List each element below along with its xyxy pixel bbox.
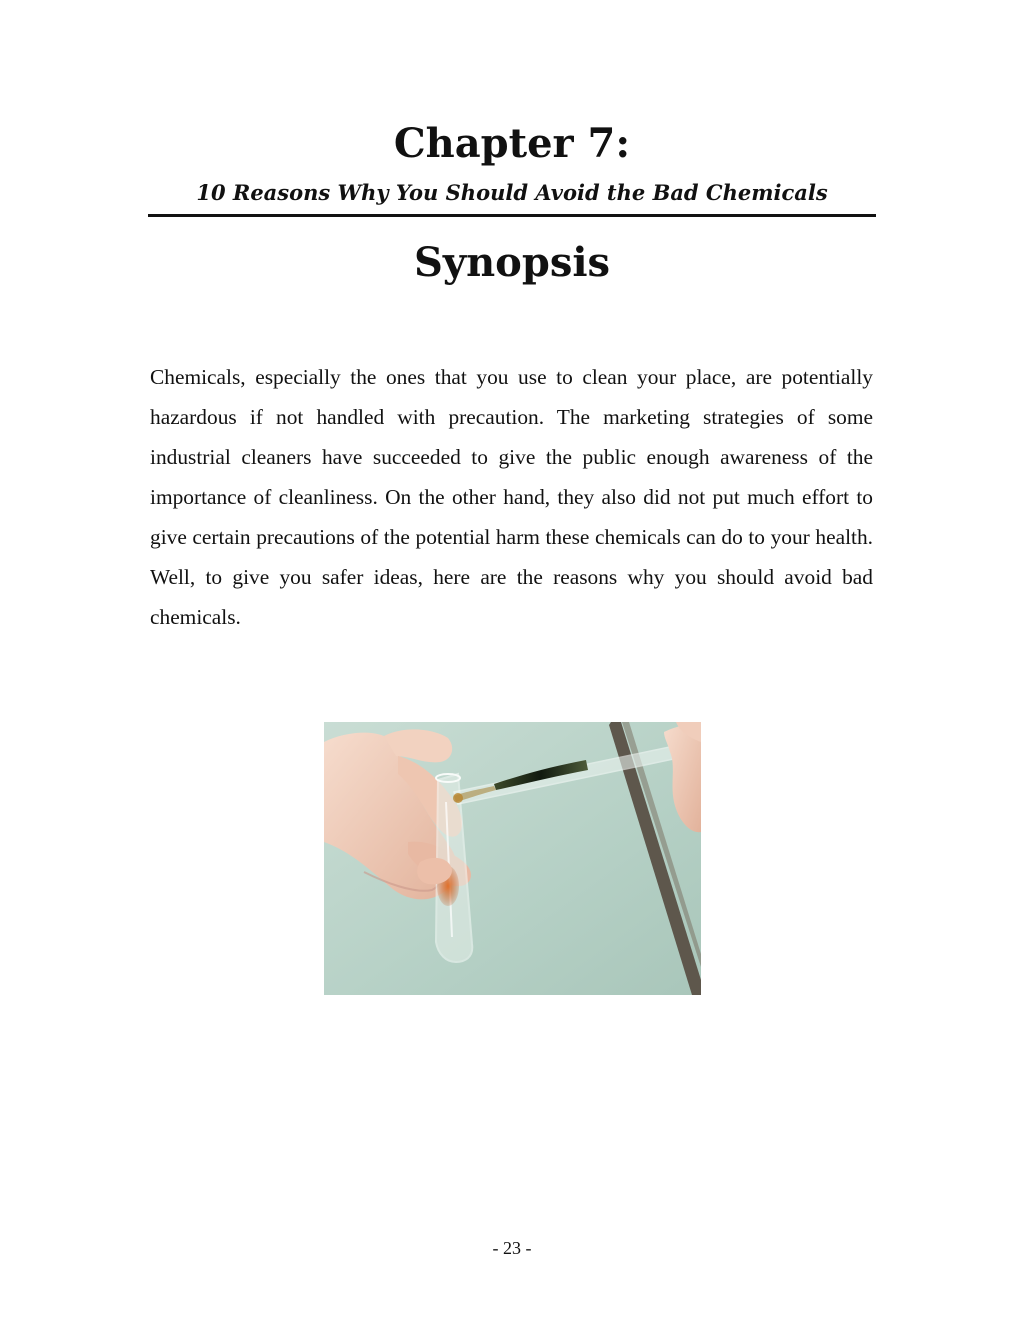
chapter-divider: [148, 214, 876, 217]
chapter-subtitle: 10 Reasons Why You Should Avoid the Bad Chemicals: [196, 180, 828, 205]
page-number: - 23 -: [492, 1238, 532, 1258]
section-heading: Synopsis: [413, 239, 611, 286]
synopsis-paragraph: Chemicals, especially the ones that you use to clean your place, are potentially hazardous if not handled with precaution. The marketing strategies of some industrial cleaners have succeeded to give the public enough awareness of the importance of cleanliness. On the other hand, they also did not put much effort to give certain precautions of the potential harm these chemicals can do to your health. Well, to give you safer ideas, here are the reasons why you should avoid bad chemicals.: [150, 365, 873, 629]
test-tube-photo: [324, 722, 701, 995]
chapter-title: Chapter 7:: [393, 120, 631, 167]
